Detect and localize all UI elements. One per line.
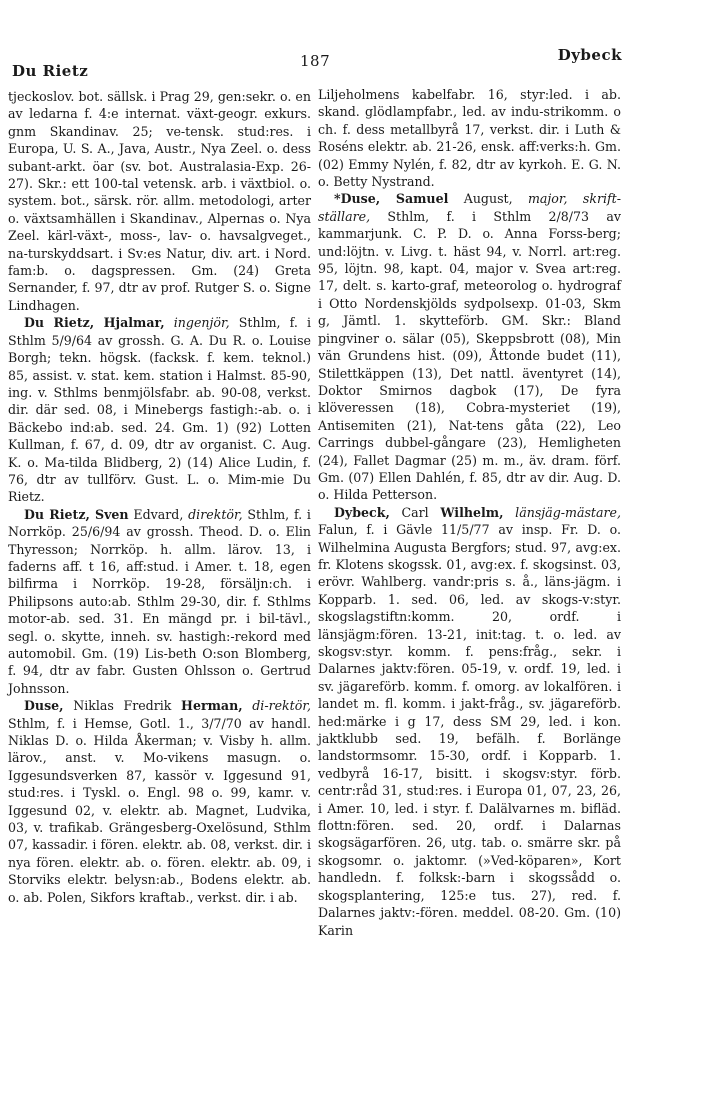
left-column xyxy=(8,88,311,906)
page-number: 187 xyxy=(300,52,331,70)
entry-text: Sthlm, f. i Norrköp. 25/6/94 av grossh. Theod. D. o. Elin Thyresson; Norrköp. h. allm. lärov. 13, i faderns aff. t 16, aff:stud. i Amer. t. 18, egen bilfirma i Norrköp. 19-28, försäljn:ch. i Philipsons auto:ab. Sthlm 29-30, dir. f. Sthlms motor-ab. sed. 31. En mängd pr. i bil-tävl., segl. o. skytte, inneh. sv. hastigh:-rekord med automobil. Gm. (19) Lis-beth O:son Blomberg, f. 94, dtr av fabr. Gusten Ohlsson o. Gertrud Johnsson. xyxy=(8,506,311,696)
entry-name: Dybeck, xyxy=(334,504,390,520)
entry-name-bold: Wilhelm, xyxy=(440,504,504,520)
entry-text: Sthlm, f. i Sthlm 2/8/73 av kammarjunk. C. P. D. o. Anna Forss-berg; und:löjtn. v. Livg. t. häst 94, v. Norrl. art:reg. 95, löjtn. 98, kapt. 04, major v. Svea art:reg. 17, delt. s. karto-graf, meteorolog o. hydrograf i Otto Nordenskjölds sydpolsexp. 01-03, Skm g, Jämtl. 1. skytteförb. GM. Skr.: Bland pingviner o. sälar (05), Skeppsbrott (08), Min vän Grundens hist. (09), Åttonde budet (11), Stilettkäppen (13), Det nattl. äventyret (14), Doktor Smirnos dagbok (17), De fyra klöveressen (18), Cobra-mysteriet (19), Antisemiten (21), Nat-tens gåta (22), Leo Carrings dubbel-gångare (23), Hemligheten (24), Fallet Dagmar (25) m. m., äv. dram. förf. Gm. (07) Ellen Dahlén, f. 85, dtr av dir. Aug. D. o. Hilda Petterson. xyxy=(318,208,621,503)
entry-title: ingenjör, xyxy=(173,315,230,331)
entry-title: major, skrift-ställare, xyxy=(318,191,621,224)
right-column xyxy=(318,86,621,939)
entry-name-rest: Carl xyxy=(401,504,429,520)
entry-text: Sthlm, f. i Hemse, Gotl. 1., 3/7/70 av handl. Niklas D. o. Hilda Åkerman; v. Visby h. allm. lärov., anst. v. Mo-vikens masugn. o. Iggesundsverken 87, kassör v. Iggesund 91, stud:res. i Tyskl. o. Engl. 98 o. 99, kamr. v. Iggesund 02, v. elektr. ab. Magnet, Ludvika, 03, v. trafikab. Grängesberg-Oxelösund, Sthlm 07, kassadir. i fören. elektr. ab. 08, verkst. dir. i nya fören. elektr. ab. o. fören. elektr. ab. 09, i Storviks elektr. belysn:ab., Bodens elektr. ab. o. ab. Polen, Sikfors kraftab., verkst. dir. i ab. xyxy=(8,715,311,905)
entry-name: Du Rietz, Sven xyxy=(24,506,129,522)
entry-name-bold: Herman, xyxy=(181,698,243,714)
entry-title: di-rektör, xyxy=(252,698,311,714)
entry-continuation: tjeckoslov. bot. sällsk. i Prag 29, gen:sekr. o. en av ledarna f. 4:e internat. växt-geogr. exkurs. gnm Skandinav. 25; ve-tensk. stud:res. i Europa, U. S. A., Java, Austr., Nya Zeel. o. dess subant-arkt. öar (sv. bot. Australasia-Exp. 26-27). Skr.: ett 100-tal vetensk. arb. i växtbiol. o. system. bot., särsk. rör. allm. metodologi, arter o. växtsamhällen i Skandinav., Alpernas o. Nya Zeel. kärl-växt-, moss-, lav- o. havsalgveget., na-turskyddsart. i Sv:es Natur, div. art. i Nord. fam:b. o. dagspressen. Gm. (24) Greta Sernander, f. 97, dtr av prof. Rutger S. o. Signe Lindhagen. xyxy=(8,89,311,313)
entry-continuation: Liljeholmens kabelfabr. 16, styr:led. i ab. skand. glödlampfabr., led. av indu-strikomm. o ch. f. dess metallbyrå 17, verkst. dir. i Luth & Roséns elektr. ab. 21-26, ensk. aff:verks:h. Gm. (02) Emmy Nylén, f. 82, dtr av kyrkoh. E. G. N. o. Betty Nystrand. xyxy=(318,87,621,190)
entry-du-rietz-sven xyxy=(8,506,311,697)
entry-title: direktör, xyxy=(188,506,243,522)
entry-du-rietz-hjalmar xyxy=(8,314,311,505)
entry-name: Du Rietz, Hjalmar, xyxy=(24,315,165,331)
entry-name-rest: Niklas Fredrik xyxy=(73,698,172,714)
entry-name: Duse, xyxy=(24,698,64,714)
entry-name-rest: Edvard, xyxy=(133,506,184,522)
entry-text: Sthlm, f. i Sthlm 5/9/64 av grossh. G. A. Du R. o. Louise Borgh; tekn. högsk. (facksk. f. kem. teknol.) 85, assist. v. stat. kem. station i Halmst. 85-90, ing. v. Sthlms benmjölsfabr. ab. 90-08, verkst. dir. där sed. 08, i Minebergs fastigh:-ab. o. i Bäckebo ind:ab. sed. 24. Gm. 1) (92) Lotten Kullman, f. 67, d. 09, dtr av organist. C. Aug. K. o. Ma-tilda Blidberg, 2) (14) Alice Ludin, f. 76, dtr av tullförv. Gust. L. o. Mim-mie Du Rietz. xyxy=(8,315,311,505)
entry-text: Falun, f. i Gävle 11/5/77 av insp. Fr. D. o. Wilhelmina Augusta Bergfors; stud. 97, avg:ex. fr. Klotens skogssk. 01, avg:ex. f. skogsinst. 03, erövr. Wahlberg. vandr:pris s. å., läns-jägm. i Kopparb. 1. sed. 06, led. av skogs-v:styr. skogslagstiftn:komm. 20, ordf. i länsjägm:fören. 13-21, init:tag. t. o. led. av skogsv:styr. komm. f. pens:fråg., sekr. i Dalarnes jaktv:fören. 05-19, v. ordf. 19, led. i sv. jägareförb. komm. f. omorg. av lokalfören. i landet m. fl. komm. i jakt-fråg., sv. jägareförb. hed:märke i g 17, dess SM 29, led. i kon. jaktklubb sed. 19, befälh. f. Borlänge landstormsomr. 15-30, ordf. i Kopparb. 1. vedbyrå 16-17, bisitt. i skogsv:styr. förb. centr:råd 31, stud:res. i Europa 01, 07, 23, 26, i Amer. 10, led. i styr. f. Dalälvarnes m. bifläd. flottn:fören. sed. 20, ordf. i Dalarnas skogsägarfören. 26, utg. tab. o. smärre skr. på skogsomr. o. jaktomr. (»Ved-köparen», Kort handledn. f. folksk:-barn i skogssådd o. skogsplantering, 125:e tus. 27), red. f. Dalarnes jaktv:-fören. meddel. 08-20. Gm. (10) Karin xyxy=(318,522,621,938)
running-head-left: Du Rietz xyxy=(12,62,89,80)
entry-name: *Duse, Samuel xyxy=(334,191,449,207)
entry-duse-herman xyxy=(8,697,311,906)
entry-dybeck-carl xyxy=(318,504,621,939)
entry-name-rest: August, xyxy=(463,191,513,207)
entry-title: länsjäg-mästare, xyxy=(515,504,621,520)
running-head-right: Dybeck xyxy=(557,46,622,64)
entry-duse-samuel xyxy=(318,190,621,503)
